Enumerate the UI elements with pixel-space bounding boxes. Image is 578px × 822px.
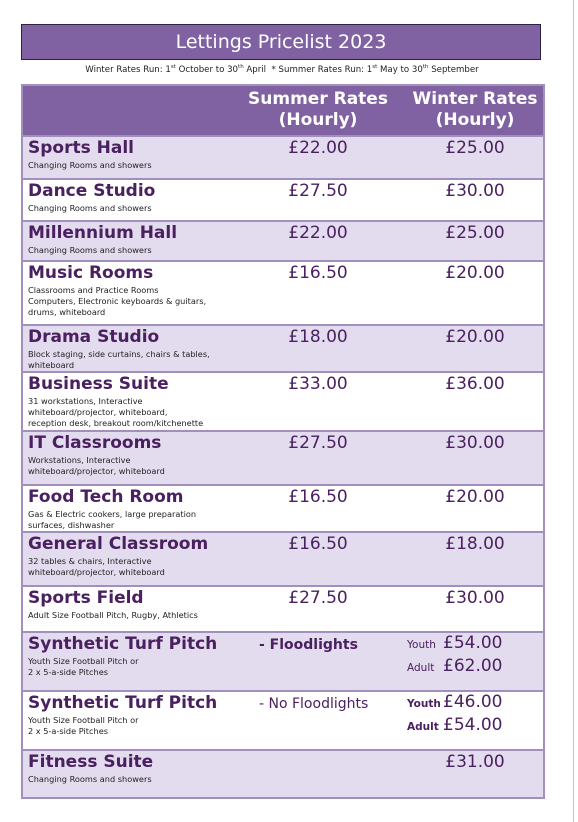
youth-label: Youth [407, 639, 436, 651]
adult-price: £54.00 [443, 715, 503, 735]
summer-rates-sub: (Hourly) [278, 110, 358, 130]
facility-desc: Youth Size Football Pitch or 2 x 5-a-side Pitches [28, 656, 139, 677]
winter-rates-header [405, 89, 545, 131]
winter-price: £20.00 [445, 487, 505, 507]
winter-run-prefix: Winter Rates Run: 1 [85, 64, 171, 75]
facility-name: Sports Hall [28, 138, 134, 158]
rates-run-note [21, 64, 543, 75]
facility-cell [28, 751, 258, 785]
facility-name: Business Suite [28, 374, 169, 394]
summer-price: £16.50 [288, 487, 348, 507]
winter-price: £31.00 [445, 752, 505, 772]
winter-run-end: April [243, 64, 267, 75]
table-row [23, 631, 543, 690]
facility-name: Synthetic Turf Pitch [28, 693, 218, 713]
facility-cell [28, 262, 258, 318]
facility-cell [28, 486, 258, 531]
table-header [23, 86, 543, 135]
summer-rates-header [248, 89, 388, 131]
summer-rates-title: Summer Rates [248, 89, 388, 109]
facility-desc: Gas & Electric cookers, large preparation surfaces, dishwasher [28, 509, 197, 530]
facility-desc: Youth Size Football Pitch or 2 x 5-a-side Pitches [28, 715, 139, 736]
page-edge-rule [573, 0, 574, 822]
table-row [23, 324, 543, 371]
winter-price: £30.00 [445, 433, 505, 453]
facility-desc: Changing Rooms and showers [28, 160, 152, 170]
winter-price: £30.00 [445, 588, 505, 608]
table-row [23, 135, 543, 178]
table-row [23, 531, 543, 585]
youth-price-line [407, 633, 547, 653]
winter-price: £30.00 [445, 181, 505, 201]
facility-name: Fitness Suite [28, 752, 154, 772]
youth-label: Youth [407, 698, 441, 710]
no-floodlights-option: - No Floodlights [259, 696, 369, 712]
winter-price: £25.00 [445, 138, 505, 158]
summer-run-end: September [428, 64, 479, 75]
winter-run-mid: October to 30 [175, 64, 239, 75]
facility-desc: Block staging, side curtains, chairs & tables, whiteboard [28, 349, 210, 370]
facility-desc: 31 workstations, Interactive whiteboard/projector, whiteboard, reception desk, breakout room/kitchenette [28, 396, 204, 428]
facility-desc: Adult Size Football Pitch, Rugby, Athletics [28, 610, 198, 620]
facility-name: Drama Studio [28, 327, 160, 347]
summer-price: £33.00 [288, 374, 348, 394]
youth-price-line [407, 692, 547, 712]
summer-price: £22.00 [288, 138, 348, 158]
adult-price-line [407, 656, 547, 676]
facility-name: IT Classrooms [28, 433, 162, 453]
table-row [23, 178, 543, 220]
facility-cell [28, 373, 258, 429]
table-row [23, 484, 543, 531]
winter-rates-sub: (Hourly) [435, 110, 515, 130]
winter-run-sup1: st [170, 64, 176, 70]
facility-desc: Changing Rooms and showers [28, 203, 152, 213]
winter-run-sup2: th [238, 64, 244, 70]
page-title: Lettings Pricelist 2023 [21, 24, 541, 60]
winter-price: £20.00 [445, 263, 505, 283]
summer-price: £16.50 [288, 534, 348, 554]
winter-price: £36.00 [445, 374, 505, 394]
facility-cell [28, 137, 258, 171]
pricelist-table [21, 84, 545, 799]
summer-price: £16.50 [288, 263, 348, 283]
facility-desc: Classrooms and Practice Rooms Computers, Electronic keyboards & guitars, drums, whiteboard [28, 285, 207, 317]
facility-cell [28, 222, 258, 256]
facility-name: General Classroom [28, 534, 209, 554]
facility-name: Food Tech Room [28, 487, 184, 507]
facility-cell [28, 432, 258, 477]
winter-price: £20.00 [445, 327, 505, 347]
facility-name: Synthetic Turf Pitch [28, 634, 218, 654]
winter-price: £25.00 [445, 223, 505, 243]
facility-desc: Changing Rooms and showers [28, 245, 152, 255]
facility-desc: Changing Rooms and showers [28, 774, 152, 784]
summer-run-sup1: st [372, 64, 378, 70]
facility-name: Millennium Hall [28, 223, 178, 243]
table-row [23, 260, 543, 324]
adult-label: Adult [407, 721, 439, 733]
facility-cell [28, 533, 258, 578]
table-row [23, 371, 543, 430]
table-row [23, 585, 543, 631]
facility-cell [28, 587, 258, 621]
youth-price: £54.00 [443, 633, 503, 653]
summer-price: £22.00 [288, 223, 348, 243]
floodlights-option: - Floodlights [259, 637, 358, 653]
facility-name: Dance Studio [28, 181, 156, 201]
winter-price: £18.00 [445, 534, 505, 554]
adult-price: £62.00 [443, 656, 503, 676]
summer-price: £27.50 [288, 433, 348, 453]
facility-cell [28, 633, 258, 678]
summer-price: £18.00 [288, 327, 348, 347]
facility-cell [28, 180, 258, 214]
facility-name: Sports Field [28, 588, 144, 608]
table-row [23, 430, 543, 484]
summer-price: £27.50 [288, 588, 348, 608]
adult-price-line [407, 715, 547, 735]
summer-price: £27.50 [288, 181, 348, 201]
summer-run-sup2: th [422, 64, 429, 70]
facility-name: Music Rooms [28, 263, 154, 283]
adult-label: Adult [407, 662, 435, 674]
facility-cell [28, 326, 258, 371]
youth-price: £46.00 [443, 692, 503, 712]
winter-rates-title: Winter Rates [412, 89, 538, 109]
table-row [23, 749, 543, 797]
facility-cell [28, 692, 258, 737]
facility-desc: Workstations, Interactive whiteboard/projector, whiteboard [28, 455, 165, 476]
table-row [23, 690, 543, 749]
summer-run-prefix: * Summer Rates Run: 1 [271, 64, 373, 75]
table-row [23, 220, 543, 260]
facility-desc: 32 tables & chairs, Interactive whiteboard/projector, whiteboard [28, 556, 165, 577]
summer-run-mid: May to 30 [377, 64, 423, 75]
